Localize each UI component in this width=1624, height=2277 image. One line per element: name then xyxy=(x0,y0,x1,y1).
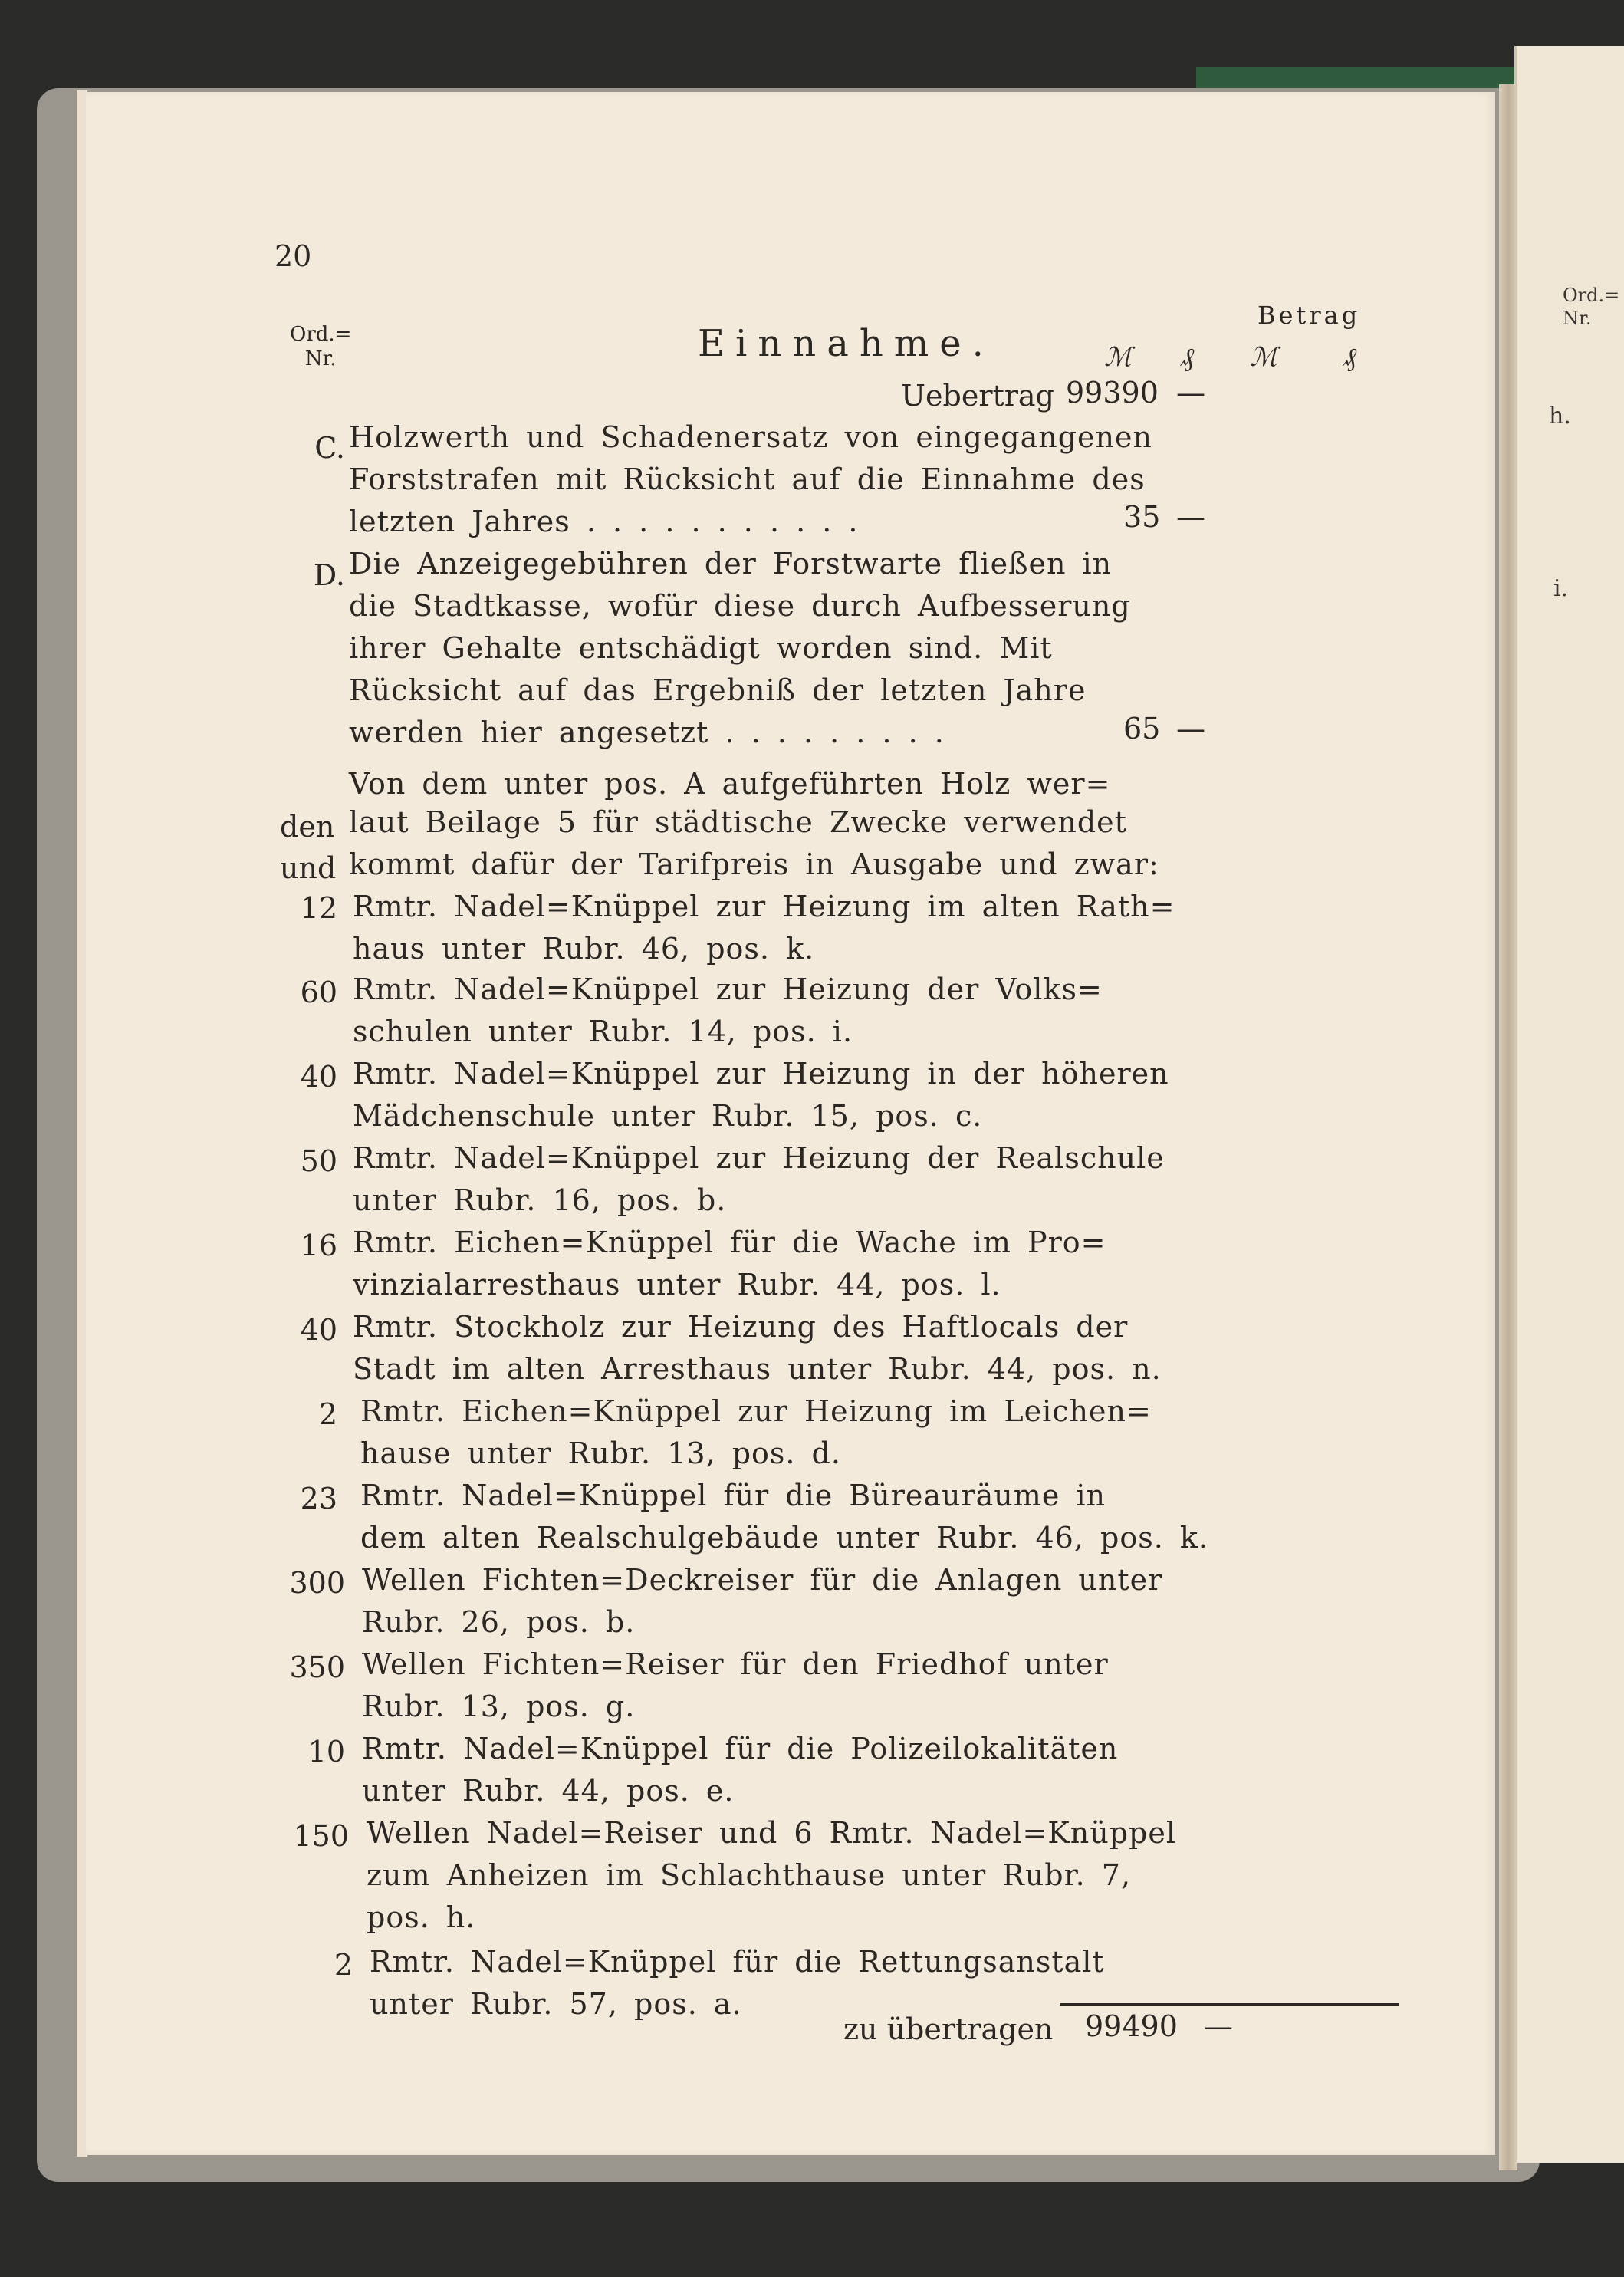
intro-line-prefix: den xyxy=(280,810,335,844)
entry-dash: — xyxy=(1176,500,1205,534)
entry-amount: 35 xyxy=(1123,500,1161,534)
item-line: Rmtr. Nadel=Knüppel für die Büreauräume in xyxy=(360,1479,1106,1512)
currency-mark-1: ℳ xyxy=(1104,342,1133,373)
item-quantity: 150 xyxy=(293,1819,349,1853)
uebertrag-label: Uebertrag xyxy=(901,379,1054,413)
item-line: hause unter Rubr. 13, pos. d. xyxy=(360,1436,841,1470)
item-line: Rmtr. Nadel=Knüppel für die Rettungsanstalt xyxy=(370,1945,1105,1979)
item-quantity: 350 xyxy=(289,1650,345,1684)
item-line: Rmtr. Eichen=Knüppel für die Wache im Pro= xyxy=(353,1226,1106,1259)
item-quantity: 10 xyxy=(307,1735,345,1769)
entry-text-line: Die Anzeigegebühren der Forstwarte fließen in xyxy=(349,547,1113,581)
item-quantity: 40 xyxy=(300,1060,337,1094)
entry-text-line: Rücksicht auf das Ergebniß der letzten Jahre xyxy=(349,673,1087,707)
item-line: Stadt im alten Arresthaus unter Rubr. 44, pos. n. xyxy=(353,1352,1162,1386)
item-line: Mädchenschule unter Rubr. 15, pos. c. xyxy=(353,1099,983,1133)
item-line: haus unter Rubr. 46, pos. k. xyxy=(353,932,815,966)
item-line: schulen unter Rubr. 14, pos. i. xyxy=(353,1015,853,1048)
intro-line-prefix: und xyxy=(280,851,337,885)
item-quantity: 50 xyxy=(300,1144,337,1178)
item-line: unter Rubr. 16, pos. b. xyxy=(353,1183,727,1217)
currency-pf-1: ₰ xyxy=(1181,342,1194,373)
page-title: Einnahme. xyxy=(698,322,994,365)
item-line: Wellen Fichten=Reiser für den Friedhof unter xyxy=(362,1647,1109,1681)
item-line: zum Anheizen im Schlachthause unter Rubr. 7, xyxy=(367,1858,1132,1892)
item-quantity: 23 xyxy=(300,1482,337,1515)
currency-mark-2: ℳ xyxy=(1250,342,1278,373)
entry-text-line: letzten Jahres . . . . . . . . . . . xyxy=(349,505,859,538)
betrag-header: Betrag xyxy=(1257,301,1361,330)
intro-line: kommt dafür der Tarifpreis in Ausgabe und zwar: xyxy=(349,847,1159,881)
item-line: unter Rubr. 44, pos. e. xyxy=(362,1774,735,1808)
item-line: Wellen Fichten=Deckreiser für die Anlagen unter xyxy=(362,1563,1163,1597)
carry-forward-dash: — xyxy=(1204,2009,1233,2043)
entry-ord: C. xyxy=(314,431,345,465)
entry-amount: 65 xyxy=(1123,712,1161,745)
page-number: 20 xyxy=(275,239,312,273)
carry-forward-amount: 99490 xyxy=(1085,2009,1178,2043)
entry-ord: D. xyxy=(313,558,345,592)
entry-text-line: die Stadtkasse, wofür diese durch Aufbesserung xyxy=(349,589,1131,623)
intro-line: Von dem unter pos. A aufgeführten Holz wer= xyxy=(349,767,1111,801)
item-line: Rmtr. Nadel=Knüppel zur Heizung in der höheren xyxy=(353,1057,1169,1091)
item-quantity: 40 xyxy=(300,1313,337,1347)
item-line: dem alten Realschulgebäude unter Rubr. 46, pos. k. xyxy=(360,1521,1208,1555)
ord-nr-header: Ord.= Nr. xyxy=(290,323,352,370)
facing-ord-header: Ord.= Nr. xyxy=(1563,285,1620,329)
uebertrag-dash: — xyxy=(1176,376,1205,410)
item-line: Rubr. 26, pos. b. xyxy=(362,1605,636,1639)
item-quantity: 2 xyxy=(334,1948,353,1982)
item-line: Rubr. 13, pos. g. xyxy=(362,1690,636,1723)
entry-text-line: ihrer Gehalte entschädigt worden sind. Mit xyxy=(349,631,1053,665)
item-quantity: 60 xyxy=(300,976,337,1009)
item-quantity: 2 xyxy=(318,1397,337,1431)
item-line: Rmtr. Nadel=Knüppel für die Polizeilokalitäten xyxy=(362,1732,1119,1765)
item-line: Rmtr. Nadel=Knüppel zur Heizung der Realschule xyxy=(353,1141,1165,1175)
item-line: pos. h. xyxy=(367,1900,476,1934)
item-line: unter Rubr. 57, pos. a. xyxy=(370,1987,742,2021)
item-quantity: 16 xyxy=(300,1229,337,1262)
carry-forward-label: zu übertragen xyxy=(843,2012,1054,2046)
item-line: Wellen Nadel=Reiser und 6 Rmtr. Nadel=Knüppel xyxy=(367,1816,1177,1850)
item-line: Rmtr. Nadel=Knüppel zur Heizung im alten Rath= xyxy=(353,890,1175,923)
uebertrag-amount: 99390 xyxy=(1066,376,1159,410)
facing-entry-i: i. xyxy=(1553,575,1569,602)
item-quantity: 300 xyxy=(289,1566,345,1600)
intro-line: laut Beilage 5 für städtische Zwecke verwendet xyxy=(349,805,1127,839)
item-line: Rmtr. Stockholz zur Heizung des Haftlocals der xyxy=(353,1310,1129,1344)
currency-pf-2: ₰ xyxy=(1343,342,1356,373)
item-line: Rmtr. Nadel=Knüppel zur Heizung der Volks= xyxy=(353,972,1103,1006)
item-quantity: 12 xyxy=(300,891,337,925)
book-gutter xyxy=(1499,84,1517,2170)
entry-text-line: werden hier angesetzt . . . . . . . . . xyxy=(349,716,945,749)
item-line: vinzialarresthaus unter Rubr. 44, pos. l. xyxy=(353,1268,1001,1301)
facing-page xyxy=(1514,46,1624,2163)
entry-text-line: Forststrafen mit Rücksicht auf die Einnahme des xyxy=(349,462,1146,496)
facing-entry-h: h. xyxy=(1549,403,1571,429)
entry-dash: — xyxy=(1176,712,1205,745)
sum-rule xyxy=(1060,2003,1399,2006)
item-line: Rmtr. Eichen=Knüppel zur Heizung im Leichen= xyxy=(360,1394,1152,1428)
entry-text-line: Holzwerth und Schadenersatz von eingegangenen xyxy=(349,420,1152,454)
